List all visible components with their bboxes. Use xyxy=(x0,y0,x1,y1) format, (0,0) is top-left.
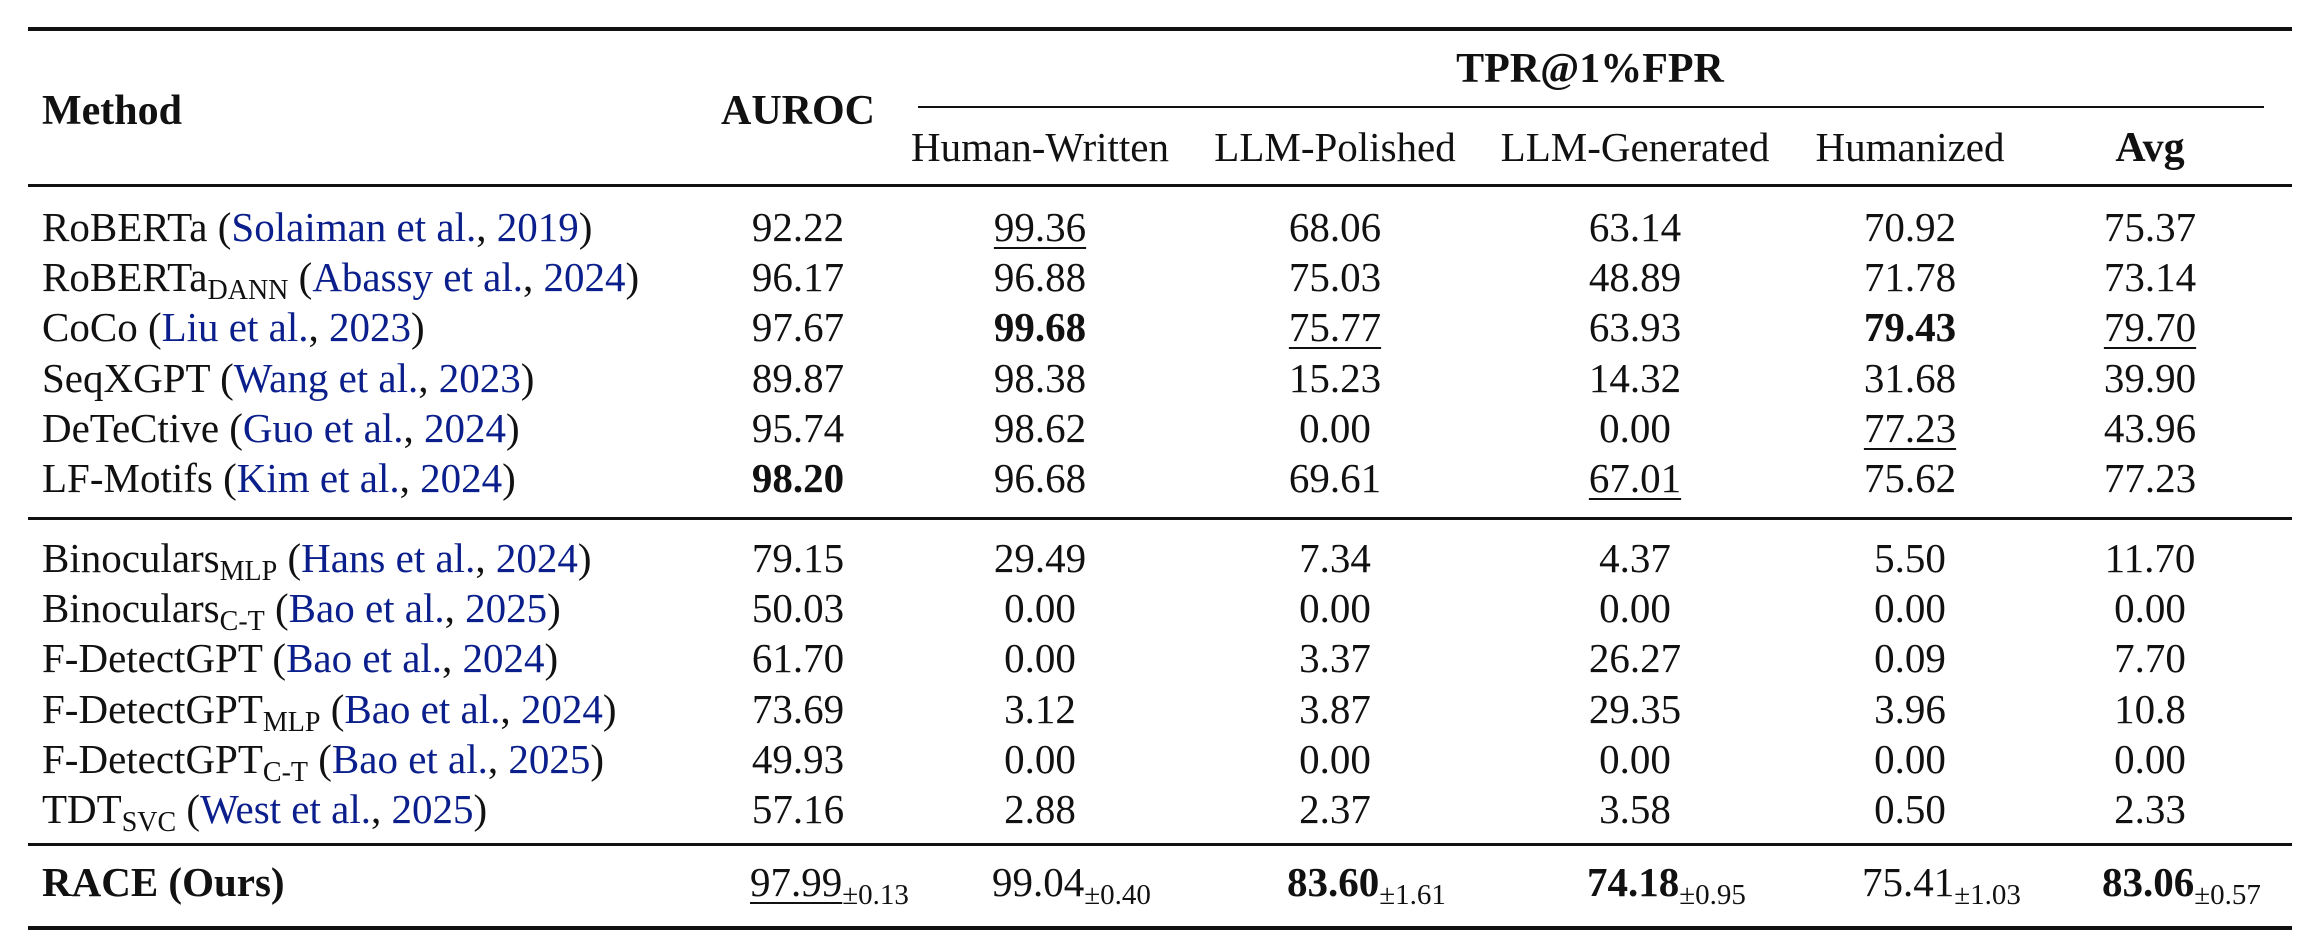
header-llm-generated: LLM-Generated xyxy=(1500,124,1770,170)
citation-link[interactable]: Bao et al. xyxy=(286,635,443,682)
value-text: 0.00 xyxy=(2114,735,2186,782)
value-cell xyxy=(1288,304,1382,351)
value-cell xyxy=(1288,254,1382,301)
citation-link[interactable]: Abassy et al. xyxy=(312,254,523,301)
value-text: 75.03 xyxy=(1288,254,1382,301)
value-text: 7.70 xyxy=(2114,635,2186,682)
ours-value-cell xyxy=(1287,859,1446,911)
value-text: 67.01 xyxy=(1588,455,1682,501)
value-text: 71.78 xyxy=(1863,254,1957,301)
value-cell xyxy=(1863,304,1957,351)
citation-link[interactable]: Kim et al. xyxy=(236,455,400,501)
value-cell xyxy=(1874,635,1946,682)
value-text: 95.74 xyxy=(751,404,845,451)
value-text: 77.23 xyxy=(2103,455,2197,501)
value-cell xyxy=(1288,204,1382,250)
citation-link[interactable]: Solaiman et al. xyxy=(231,204,477,250)
value-cell xyxy=(993,455,1087,501)
ours-method-name: RACE (Ours) xyxy=(42,859,285,905)
value-cell xyxy=(1599,786,1671,832)
citation-year[interactable]: 2024 xyxy=(462,635,545,682)
method-name: RoBERTa xyxy=(42,204,208,250)
value-cell xyxy=(993,304,1087,351)
value-cell xyxy=(1004,685,1076,732)
method-cell: TDTSVC (West et al., 2025) xyxy=(42,786,488,838)
value-cell xyxy=(2103,304,2197,351)
ours-value-cell xyxy=(2102,859,2261,911)
citation-link[interactable]: Bao et al. xyxy=(331,735,488,782)
value-text: 99.68 xyxy=(993,304,1087,351)
value-text: 79.15 xyxy=(751,535,845,581)
value-cell xyxy=(751,204,845,250)
value-cell xyxy=(2103,254,2197,301)
ours-value: 97.99 xyxy=(750,859,843,905)
value-text: 63.14 xyxy=(1588,204,1682,250)
value-text: 2.88 xyxy=(1004,786,1076,832)
tpr-group-rule xyxy=(918,106,2264,108)
ours-std: ±0.40 xyxy=(1084,879,1151,911)
value-text: 96.68 xyxy=(993,455,1087,501)
value-text: 3.37 xyxy=(1299,635,1371,682)
value-cell xyxy=(1299,585,1371,632)
value-cell xyxy=(2103,354,2197,401)
method-subscript: MLP xyxy=(262,706,321,738)
value-text: 2.33 xyxy=(2114,786,2186,832)
value-text: 68.06 xyxy=(1288,204,1382,250)
value-text: 49.93 xyxy=(751,735,845,782)
value-text: 0.00 xyxy=(1874,585,1946,632)
value-cell xyxy=(2114,735,2186,782)
value-text: 63.93 xyxy=(1588,304,1682,351)
ours-value: 74.18 xyxy=(1587,859,1680,905)
method-cell: F-DetectGPTMLP (Bao et al., 2024) xyxy=(42,685,617,738)
value-text: 98.38 xyxy=(993,354,1087,401)
value-cell xyxy=(1299,735,1371,782)
value-cell xyxy=(993,404,1087,451)
value-text: 57.16 xyxy=(751,786,845,832)
citation-year[interactable]: 2025 xyxy=(391,786,474,832)
ours-std: ±1.03 xyxy=(1954,879,2021,911)
citation-link[interactable]: Wang et al. xyxy=(233,354,419,401)
citation-year[interactable]: 2024 xyxy=(543,254,626,301)
ours-value-cell xyxy=(1862,859,2021,911)
value-cell xyxy=(751,535,845,581)
value-text: 0.00 xyxy=(1599,404,1671,451)
ours-separator-rule xyxy=(28,843,2292,846)
value-cell xyxy=(1599,585,1671,632)
value-cell xyxy=(1588,685,1682,732)
method-name: DeTeCtive xyxy=(42,404,220,451)
value-text: 77.23 xyxy=(1863,404,1957,451)
value-cell xyxy=(1588,254,1682,301)
ours-value-cell xyxy=(1587,859,1746,911)
value-text: 5.50 xyxy=(1874,535,1946,581)
value-cell xyxy=(2103,404,2197,451)
value-text: 14.32 xyxy=(1588,354,1682,401)
value-cell xyxy=(1299,535,1371,581)
value-cell xyxy=(751,735,845,782)
value-cell xyxy=(1299,685,1371,732)
ours-value: 83.60 xyxy=(1287,859,1380,905)
value-text: 97.67 xyxy=(751,304,845,351)
value-cell xyxy=(2114,585,2186,632)
value-cell xyxy=(1599,735,1671,782)
method-cell: RoBERTa (Solaiman et al., 2019) xyxy=(42,204,593,250)
value-cell xyxy=(1863,404,1957,451)
value-cell xyxy=(1874,685,1946,732)
value-text: 0.00 xyxy=(2114,585,2186,632)
value-cell xyxy=(1004,786,1076,832)
value-cell xyxy=(1874,786,1946,832)
method-cell: DeTeCtive (Guo et al., 2024) xyxy=(42,404,520,451)
value-cell xyxy=(1588,304,1682,351)
value-text: 0.00 xyxy=(1299,735,1371,782)
value-text: 75.62 xyxy=(1863,455,1957,501)
value-text: 0.00 xyxy=(1004,585,1076,632)
header-avg: Avg xyxy=(2115,125,2185,171)
method-name: LF-Motifs xyxy=(42,455,213,501)
value-cell xyxy=(1863,254,1957,301)
ours-value: 75.41 xyxy=(1862,859,1955,905)
method-subscript: MLP xyxy=(219,556,278,587)
value-cell xyxy=(2114,685,2186,732)
citation-year[interactable]: 2025 xyxy=(465,585,548,632)
value-text: 0.00 xyxy=(1004,635,1076,682)
method-name: Binoculars xyxy=(42,585,220,632)
value-cell xyxy=(993,354,1087,401)
value-cell xyxy=(1599,535,1671,581)
value-text: 0.00 xyxy=(1299,585,1371,632)
top-rule xyxy=(28,27,2292,31)
value-text: 48.89 xyxy=(1588,254,1682,301)
value-cell xyxy=(1874,735,1946,782)
value-text: 29.49 xyxy=(993,535,1087,581)
value-text: 98.62 xyxy=(993,404,1087,451)
value-text: 98.20 xyxy=(751,455,845,501)
citation-year[interactable]: 2023 xyxy=(328,304,411,351)
method-cell: CoCo (Liu et al., 2023) xyxy=(42,304,425,351)
value-cell xyxy=(1299,404,1371,451)
value-cell xyxy=(1863,354,1957,401)
value-text: 3.87 xyxy=(1299,685,1371,732)
value-cell xyxy=(1863,204,1957,250)
citation-link[interactable]: Hans et al. xyxy=(301,535,476,581)
citation-year[interactable]: 2023 xyxy=(438,354,521,401)
method-name: F-DetectGPT xyxy=(42,735,263,782)
ours-std: ±1.61 xyxy=(1379,879,1446,911)
value-text: 69.61 xyxy=(1288,455,1382,501)
citation-link[interactable]: Bao et al. xyxy=(288,585,445,632)
method-cell: F-DetectGPT (Bao et al., 2024) xyxy=(42,635,559,682)
header-method: Method xyxy=(42,88,182,134)
value-cell xyxy=(993,204,1087,250)
value-text: 39.90 xyxy=(2103,354,2197,401)
value-cell xyxy=(1588,455,1682,501)
value-cell xyxy=(2114,635,2186,682)
bottom-rule xyxy=(28,926,2292,930)
value-text: 3.96 xyxy=(1874,685,1946,732)
value-text: 96.17 xyxy=(751,254,845,301)
header-humanized: Humanized xyxy=(1815,124,2005,170)
method-name: F-DetectGPT xyxy=(42,635,263,682)
group-separator-rule xyxy=(28,517,2292,520)
value-text: 43.96 xyxy=(2103,404,2197,451)
value-cell xyxy=(751,455,845,501)
value-cell xyxy=(2114,786,2186,832)
value-cell xyxy=(1588,354,1682,401)
method-subscript: DANN xyxy=(207,275,289,307)
value-text: 79.70 xyxy=(2103,304,2197,351)
value-cell xyxy=(751,404,845,451)
method-subscript: SVC xyxy=(121,807,177,838)
value-cell xyxy=(1004,735,1076,782)
value-cell xyxy=(1299,786,1371,832)
citation-link[interactable]: West et al. xyxy=(200,786,371,832)
citation-link[interactable]: Bao et al. xyxy=(344,685,501,732)
value-cell xyxy=(2103,204,2197,250)
citation-link[interactable]: Guo et al. xyxy=(242,404,404,451)
value-cell xyxy=(1588,204,1682,250)
ours-std: ±0.57 xyxy=(2194,879,2261,911)
value-text: 0.09 xyxy=(1874,635,1946,682)
value-text: 79.43 xyxy=(1863,304,1957,351)
value-text: 96.88 xyxy=(993,254,1087,301)
value-text: 10.8 xyxy=(2114,685,2186,732)
header-tpr-group: TPR@1%FPR xyxy=(1456,46,1724,92)
value-text: 0.00 xyxy=(1299,404,1371,451)
header-human-written: Human-Written xyxy=(911,124,1169,170)
citation-year[interactable]: 2024 xyxy=(520,685,603,732)
method-cell: LF-Motifs (Kim et al., 2024) xyxy=(42,455,516,501)
value-text: 0.00 xyxy=(1874,735,1946,782)
value-cell xyxy=(1588,635,1682,682)
value-cell xyxy=(751,585,845,632)
method-name: RoBERTa xyxy=(42,254,208,301)
citation-year[interactable]: 2024 xyxy=(420,455,503,501)
method-name: SeqXGPT xyxy=(42,354,210,401)
value-cell xyxy=(1874,535,1946,581)
citation-year[interactable]: 2024 xyxy=(495,535,578,581)
value-text: 0.00 xyxy=(1599,585,1671,632)
method-name: Binoculars xyxy=(42,535,220,581)
value-cell xyxy=(751,254,845,301)
value-cell xyxy=(751,685,845,732)
value-text: 92.22 xyxy=(751,204,845,250)
value-cell xyxy=(1874,585,1946,632)
method-cell: SeqXGPT (Wang et al., 2023) xyxy=(42,354,535,401)
value-text: 0.00 xyxy=(1004,735,1076,782)
value-cell xyxy=(1288,354,1382,401)
value-text: 29.35 xyxy=(1588,685,1682,732)
value-text: 70.92 xyxy=(1863,204,1957,250)
ours-value: 83.06 xyxy=(2102,859,2195,905)
value-text: 7.34 xyxy=(1299,535,1371,581)
value-cell xyxy=(1599,404,1671,451)
value-cell xyxy=(1004,635,1076,682)
value-text: 89.87 xyxy=(751,354,845,401)
value-text: 75.77 xyxy=(1288,304,1382,351)
value-text: 75.37 xyxy=(2103,204,2197,250)
value-text: 31.68 xyxy=(1863,354,1957,401)
value-cell xyxy=(2104,535,2196,581)
value-text: 0.00 xyxy=(1599,735,1671,782)
header-bottom-rule xyxy=(28,184,2292,187)
citation-year[interactable]: 2019 xyxy=(496,204,579,250)
ours-value-cell xyxy=(992,859,1151,911)
method-cell: BinocularsMLP (Hans et al., 2024) xyxy=(42,535,592,587)
value-cell xyxy=(751,354,845,401)
value-text: 26.27 xyxy=(1588,635,1682,682)
value-text: 11.70 xyxy=(2104,535,2196,581)
citation-year[interactable]: 2024 xyxy=(423,404,506,451)
value-cell xyxy=(993,254,1087,301)
value-cell xyxy=(1299,635,1371,682)
value-text: 15.23 xyxy=(1288,354,1382,401)
citation-link[interactable]: Liu et al. xyxy=(161,304,309,351)
method-cell: RoBERTaDANN (Abassy et al., 2024) xyxy=(42,254,640,307)
value-cell xyxy=(751,635,845,682)
method-name: CoCo xyxy=(42,304,138,351)
value-text: 73.14 xyxy=(2103,254,2197,301)
value-cell xyxy=(1288,455,1382,501)
header-auroc: AUROC xyxy=(721,88,875,134)
value-text: 73.69 xyxy=(751,685,845,732)
value-text: 50.03 xyxy=(751,585,845,632)
value-text: 61.70 xyxy=(751,635,845,682)
ours-value-cell xyxy=(750,859,909,911)
value-cell xyxy=(993,535,1087,581)
method-subscript: C-T xyxy=(219,606,265,638)
method-cell: BinocularsC-T (Bao et al., 2025) xyxy=(42,585,561,638)
method-subscript: C-T xyxy=(262,756,309,788)
value-text: 99.36 xyxy=(993,204,1087,250)
value-text: 0.50 xyxy=(1874,786,1946,832)
value-cell xyxy=(1863,455,1957,501)
ours-std: ±0.13 xyxy=(842,879,909,911)
value-cell xyxy=(751,304,845,351)
ours-std: ±0.95 xyxy=(1679,879,1746,911)
value-text: 3.12 xyxy=(1004,685,1076,732)
value-cell xyxy=(1004,585,1076,632)
value-cell xyxy=(2103,455,2197,501)
header-llm-polished: LLM-Polished xyxy=(1214,124,1456,170)
method-name: F-DetectGPT xyxy=(42,685,263,732)
value-text: 2.37 xyxy=(1299,786,1371,832)
value-cell xyxy=(751,786,845,832)
value-text: 3.58 xyxy=(1599,786,1671,832)
ours-value: 99.04 xyxy=(992,859,1085,905)
method-name: TDT xyxy=(42,786,122,832)
value-text: 4.37 xyxy=(1599,535,1671,581)
method-cell: F-DetectGPTC-T (Bao et al., 2025) xyxy=(42,735,605,788)
citation-year[interactable]: 2025 xyxy=(508,735,591,782)
